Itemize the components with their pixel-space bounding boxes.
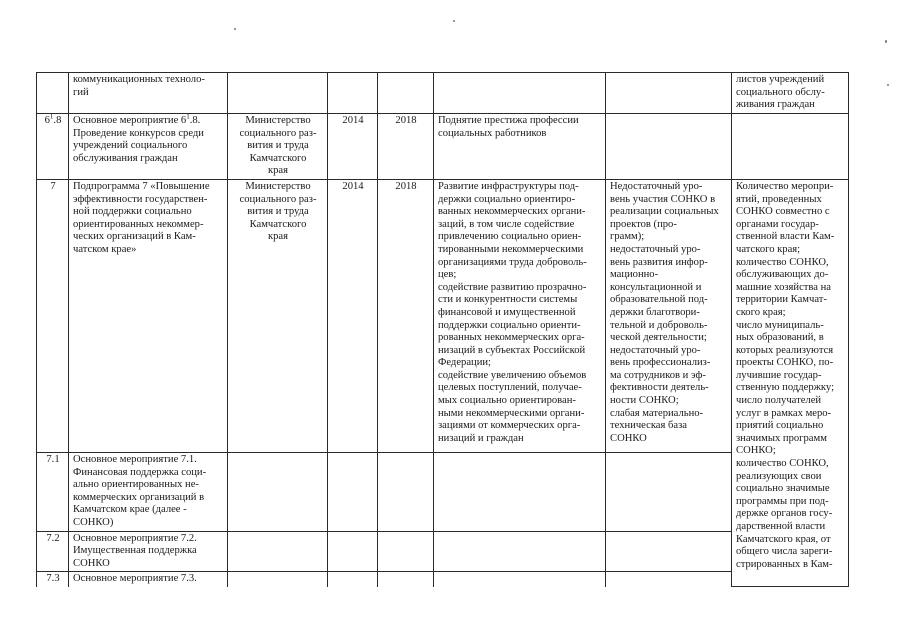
cell-start-year	[328, 531, 378, 572]
cell-indicator	[732, 114, 849, 180]
cell-result	[434, 531, 606, 572]
cell-risk	[606, 531, 732, 572]
scan-speck	[234, 28, 236, 30]
cell-risk	[606, 452, 732, 531]
cell-num: 7.1	[37, 452, 69, 531]
cell-result	[434, 73, 606, 114]
scan-speck	[885, 40, 887, 43]
cell-name: Основное мероприятие 7.2. Имущественная поддержка СОНКО	[69, 531, 228, 572]
cell-name-prefix: Основное мероприятие 6	[73, 115, 187, 126]
cell-executor	[228, 73, 328, 114]
cell-executor	[228, 572, 328, 587]
cell-executor: Министерство социального раз- вития и труда Камчатского края	[228, 114, 328, 180]
scan-speck	[887, 84, 889, 86]
cell-name-superscript: 1	[186, 113, 190, 121]
cell-num-main: 6	[44, 115, 50, 126]
program-measures-table	[36, 72, 849, 587]
cell-indicator: листов учреждений социального обслу- живания граждан	[732, 73, 849, 114]
cell-start-year	[328, 572, 378, 587]
cell-num	[37, 114, 69, 180]
scan-speck	[453, 20, 455, 22]
cell-start-year: 2014	[328, 114, 378, 180]
cell-risk	[606, 73, 732, 114]
cell-name	[69, 114, 228, 180]
cell-end-year	[378, 73, 434, 114]
cell-name: Подпрограмма 7 «Повышение эффективности государствен- ной поддержки социально ориентированных некоммер- ческих организаций в Кам- чатском крае»	[69, 179, 228, 452]
cell-result	[434, 572, 606, 587]
cell-num: 7.3	[37, 572, 69, 587]
table-row	[37, 179, 849, 452]
cell-end-year: 2018	[378, 114, 434, 180]
cell-name-suffix: .8. Проведение конкурсов среди учреждений социального обслуживания граждан	[73, 115, 204, 164]
cell-start-year	[328, 452, 378, 531]
cell-executor: Министерство социального раз- вития и труда Камчатского края	[228, 179, 328, 452]
cell-name: Основное мероприятие 7.3.	[69, 572, 228, 587]
cell-num-tail: .8	[53, 115, 62, 126]
cell-num-superscript: 1	[49, 113, 54, 121]
cell-result	[434, 452, 606, 531]
cell-executor	[228, 531, 328, 572]
cell-risk: Недостаточный уро- вень участия СОНКО в реализации социальных проектов (про- грамм); недостаточный уро- вень развития инфор- мационно- консультационной и образовательной под- держки благотвори- тельной и доброволь- ческой деятельности; недостаточный уро- вень профессионализ- ма сотрудников и эф- фективности деятель- ности СОНКО; слабая материально- техническая база СОНКО	[606, 179, 732, 452]
cell-end-year	[378, 452, 434, 531]
table-row	[37, 572, 849, 587]
cell-end-year	[378, 531, 434, 572]
table-row	[37, 73, 849, 114]
table-row	[37, 531, 849, 572]
cell-num: 7	[37, 179, 69, 452]
cell-risk	[606, 572, 732, 587]
cell-start-year: 2014	[328, 179, 378, 452]
cell-end-year: 2018	[378, 179, 434, 452]
cell-name: коммуникационных техноло- гий	[69, 73, 228, 114]
cell-start-year	[328, 73, 378, 114]
cell-risk	[606, 114, 732, 180]
table-row	[37, 452, 849, 531]
table-row	[37, 114, 849, 180]
cell-result: Развитие инфраструктуры под- держки социально ориентиро- ванных некоммерческих органи- заций, в том числе содействие привлечению социально ориен- тированными некоммерческими организациями труда доброволь- цев; содействие развитию прозрачно- сти и конкурентности системы финансовой и имущественной поддержки социально ориенти- рованных некоммерческих орга- низаций в субъектах Российской Федерации; содействие увеличению объемов целевых поступлений, получае- мых социально ориентирован- ными некоммерческими органи- зациями от коммерческих орга- низаций и граждан	[434, 179, 606, 452]
cell-executor	[228, 452, 328, 531]
cell-num	[37, 73, 69, 114]
cell-end-year	[378, 572, 434, 587]
cell-num: 7.2	[37, 531, 69, 572]
cell-name: Основное мероприятие 7.1. Финансовая поддержка соци- ально ориентированных не- коммерческих организаций в Камчатском крае (далее - СОНКО)	[69, 452, 228, 531]
cell-result: Поднятие престижа профессии социальных работников	[434, 114, 606, 180]
cell-indicator: Количество меропри- ятий, проведенных СОНКО совместно с органами государ- ственной власти Кам- чатского края; количество СОНКО, обслуживающих до- машние хозяйства на территории Камчат- ского края; число муниципаль- ных образований, в которых реализуются проекты СОНКО, по- лучившие государ- ственную поддержку; число получателей услуг в рамках меро- приятий социально значимых программ СОНКО; количество СОНКО, реализующих свои социально значимые программы при под- держке органов госу- дарственной власти Камчатского края, от общего числа зареги- стрированных в Кам-	[732, 179, 849, 586]
